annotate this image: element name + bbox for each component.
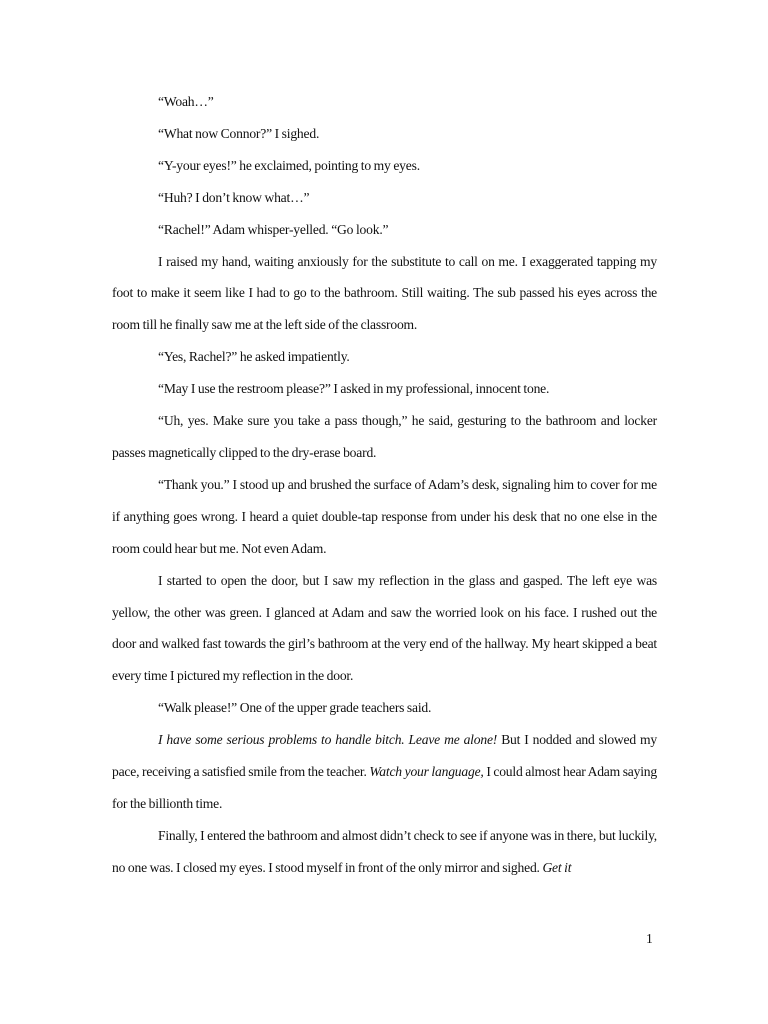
text-run: “Thank you.” I stood up and brushed the surface of Adam’s desk, signaling him to cover for me if anything goes wrong. I heard a quiet double-tap response from under his desk that no one else in the room could hear but me. Not even Adam. [112, 476, 657, 556]
paragraph [112, 692, 657, 724]
paragraph [112, 405, 657, 469]
text-run: But I nodded and slowed my pace, receiving a satisfied smile from the teacher. [112, 732, 658, 780]
text-run: “What now Connor?” I sighed. [158, 125, 320, 141]
paragraph [112, 469, 657, 565]
italic-thought: I have some serious problems to handle bitch. Leave me alone! [158, 732, 498, 748]
body-text [112, 86, 657, 884]
paragraph [112, 341, 657, 373]
text-run: “Woah…” [158, 94, 214, 109]
paragraph [112, 820, 657, 884]
text-run: I started to open the door, but I saw my reflection in the glass and gasped. The left eye was yellow, the other was green. I glanced at Adam and saw the worried look on his face. I rushed out the door and walked fast towards the girl’s bathroom at the very end of the hallway. My heart skipped a beat every time I pictured my reflection in the door. [112, 572, 657, 684]
text-run: Finally, I entered the bathroom and almost didn’t check to see if anyone was in there, but luckily, no one was. I closed my eyes. I stood myself in front of the only mirror and sighed. [112, 827, 657, 875]
paragraph [112, 214, 657, 246]
page-number: 1 [646, 931, 653, 946]
paragraph [112, 182, 657, 214]
paragraph [112, 86, 657, 118]
text-run: “Uh, yes. Make sure you take a pass though,” he said, gesturing to the bathroom and locker passes magnetically clipped to the dry-erase board. [112, 413, 657, 460]
paragraph [112, 565, 657, 693]
text-run: I could almost hear Adam saying for the billionth time. [112, 764, 657, 811]
text-run: “Walk please!” One of the upper grade teachers said. [158, 700, 432, 716]
paragraph [112, 724, 657, 820]
paragraph [112, 150, 657, 182]
paragraph [112, 246, 657, 342]
italic-thought: Get it [542, 859, 572, 875]
text-run: “Rachel!” Adam whisper-yelled. “Go look.” [158, 221, 389, 237]
text-run: I raised my hand, waiting anxiously for the substitute to call on me. I exaggerated tapping my foot to make it seem like I had to go to the bathroom. Still waiting. The sub passed his eyes across the room till he finally saw me at the left side of the classroom. [112, 253, 657, 333]
paragraph [112, 373, 657, 405]
italic-thought: Watch your language, [369, 764, 484, 780]
text-run: “Huh? I don’t know what…” [158, 189, 310, 205]
text-run: “May I use the restroom please?” I asked in my professional, innocent tone. [158, 381, 550, 397]
text-run: “Yes, Rachel?” he asked impatiently. [158, 349, 350, 365]
paragraph [112, 118, 657, 150]
text-run: “Y-your eyes!” he exclaimed, pointing to my eyes. [158, 157, 420, 173]
